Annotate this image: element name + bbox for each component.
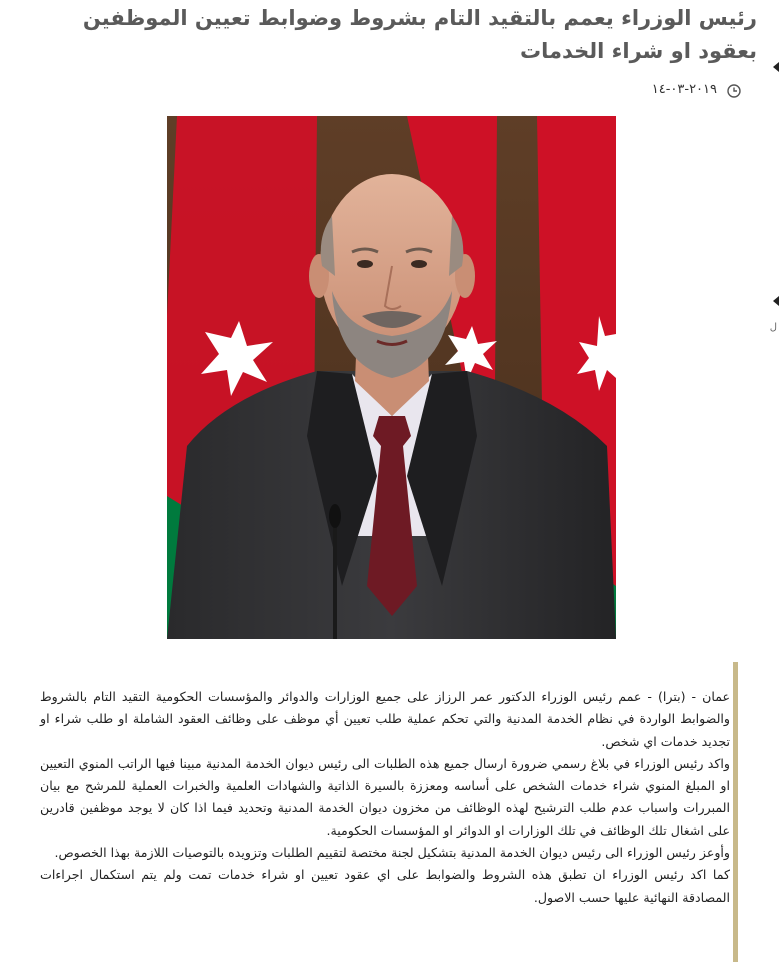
carousel-next-arrow-icon[interactable] (773, 296, 779, 306)
side-marker-icon: ل (769, 322, 777, 333)
article-paragraph: عمان - (بترا) - عمم رئيس الوزراء الدكتور عمر الرزاز على جميع الوزارات والدوائر والمؤسسات الحكومية التقيد التام بالشروط والضوابط الواردة في نظام الخدمة المدنية والتي تحكم عملية طلب تعيين أي موظف على وظائف العقود الشاملة او طلب شراء او تجديد خدمات اي شخص. (40, 689, 730, 749)
article-title: رئيس الوزراء يعمم بالتقيد التام بشروط وضوابط تعيين الموظفين بعقود او شراء الخدمات (82, 6, 757, 63)
clock-icon (727, 83, 741, 97)
accent-bar (733, 662, 738, 962)
photo-illustration (167, 116, 616, 639)
carousel-prev-arrow-icon[interactable] (773, 62, 779, 72)
article-paragraph: واكد رئيس الوزراء في بلاغ رسمي ضرورة ارسال جميع هذه الطلبات الى رئيس ديوان الخدمة المدنية مبينا فيها الراتب المنوي التعيين او المبلغ المنوي شراء خدمات الشخص على أساسه ومعززة بالسيرة الذاتية والشهادات العلمية والخبرات العملية للمرشح مع بيان المبررات واسباب عدم طلب الترشيح لهذه الوظائف من مخزون ديوان الخدمة المدنية وتحديد فيما اذا كان لا يوجد موظفين قادرين على اشغال تلك الوظائف في تلك الوزارات او الدوائر او المؤسسات الحكومية. (40, 755, 730, 838)
article-body (40, 662, 730, 909)
article-content (40, 662, 730, 962)
article-paragraph: كما اكد رئيس الوزراء ان تطبق هذه الشروط والضوابط على اي عقود تعيين او شراء خدمات تمت ولم يتم استكمال اجراءات المصادقة النهائية عليها حسب الاصول. (40, 867, 730, 905)
article-paragraph: وأوعز رئيس الوزراء الى رئيس ديوان الخدمة المدنية بتشكيل لجنة مختصة لتقييم الطلبات وتزويده بالتوصيات اللازمة بهذا الخصوص. (54, 845, 730, 861)
article-date: ٢٠١٩-٠٣-١٤ (651, 82, 717, 97)
article-photo (167, 116, 616, 639)
article-date-row (652, 82, 741, 97)
